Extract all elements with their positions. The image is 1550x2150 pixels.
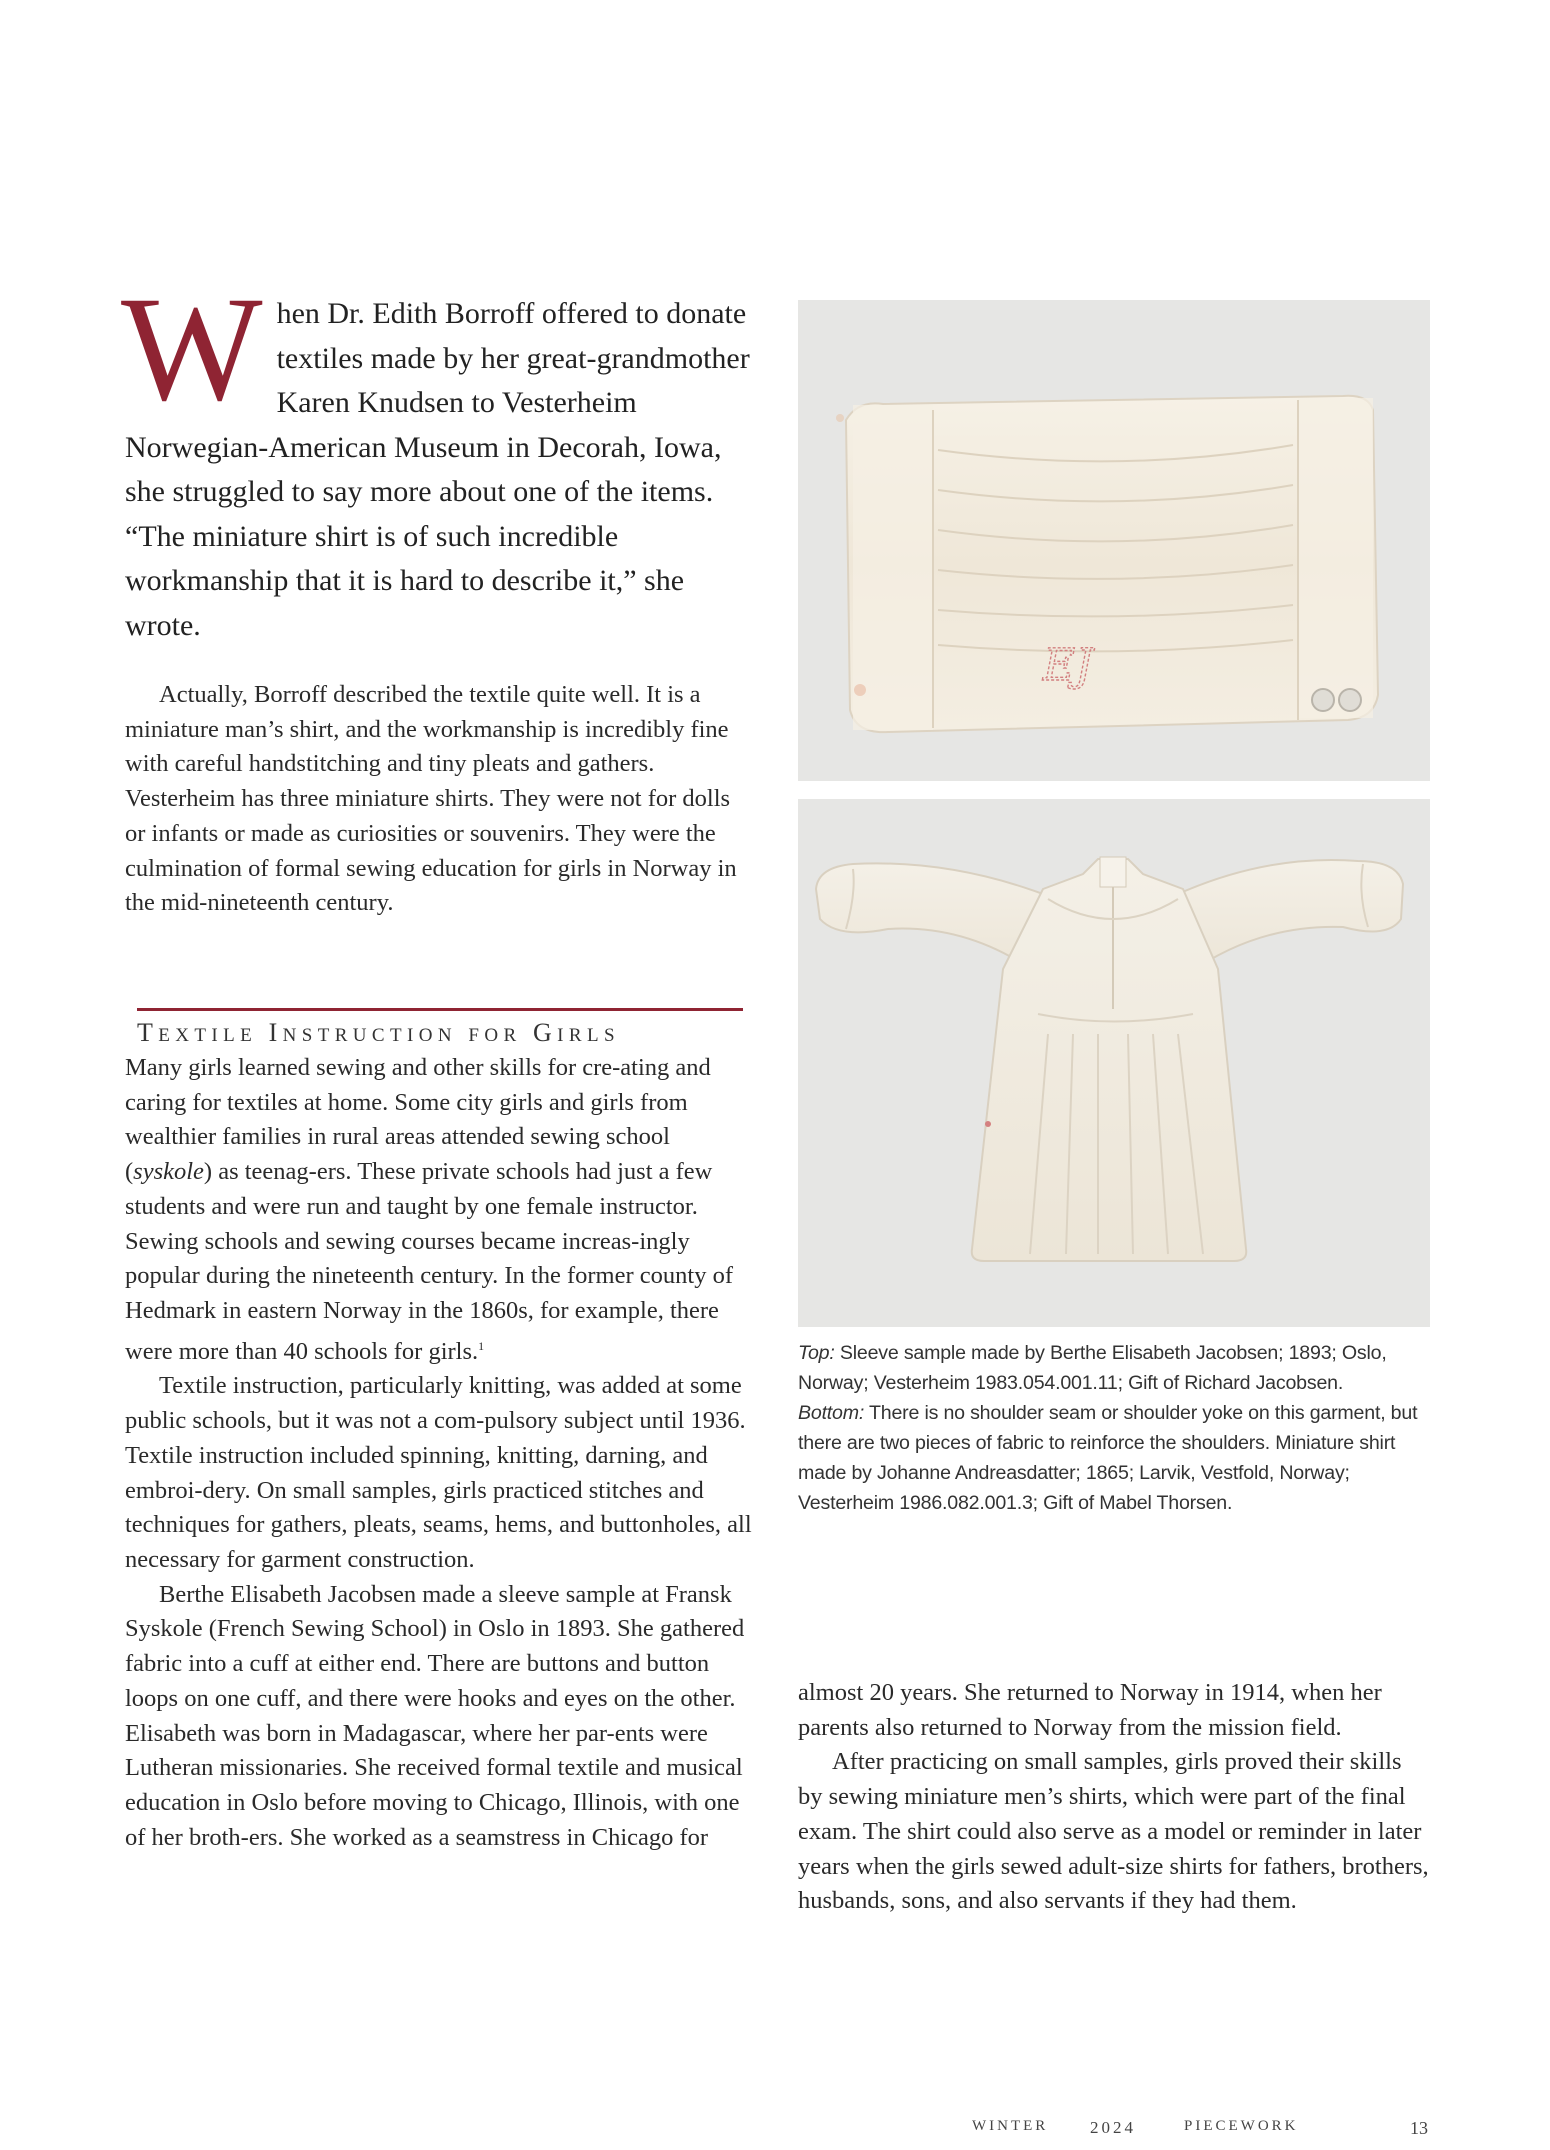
section-heading: TEXTILE INSTRUCTION FOR GIRLS xyxy=(137,1018,620,1047)
body-paragraph-4: Berthe Elisabeth Jacobsen made a sleeve sample at Fransk Syskole (French Sewing School) in Oslo in 1893. She gathered fabric into a cuff at either end. There are buttons and button loops on one cuff, and there were hooks and eyes on the other. Elisabeth was born in Madagascar, where her par-ents were Lutheran missionaries. She received formal textile and musical education in Oslo before moving to Chicago, Illinois, with one of her broth-ers. She worked as a seamstress in Chicago for xyxy=(125,1580,745,1851)
p2-italic-term: syskole xyxy=(133,1158,204,1186)
sleeve-sample-illustration xyxy=(798,300,1430,781)
miniature-shirt-illustration xyxy=(798,799,1430,1327)
miniature-shirt-photo xyxy=(798,799,1430,1327)
body-column-right xyxy=(798,1676,1430,1919)
sleeve-sample-photo xyxy=(798,300,1430,781)
body-paragraph-1: Actually, Borroff described the textile quite well. It is a miniature man’s shirt, and the workmanship is incredibly fine with careful handstitching and tiny pleats and gathers. Vesterheim has three miniature shirts. They were not for dolls or infants or made as curiosities or souvenirs. They were the culmination of formal sewing education for girls in Norway in the mid-nineteenth century. xyxy=(125,681,737,917)
photo-caption xyxy=(798,1338,1438,1518)
body-paragraph-4-continued: almost 20 years. She returned to Norway in 1914, when her parents also returned to Norway from the mission field. xyxy=(798,1679,1382,1741)
caption-top-text: Sleeve sample made by Berthe Elisabeth Jacobsen; 1893; Oslo, Norway; Vesterheim 1983.054.001.11; Gift of Richard Jacobsen. xyxy=(798,1342,1387,1394)
lead-paragraph: hen Dr. Edith Borroff offered to donate textiles made by her great-grandmother Karen Knudsen to Vesterheim Norwegian-American Museum in Decorah, Iowa, she struggled to say more about one of the items. “The miniature shirt is of such incredible workmanship that it is hard to describe it,” she wrote. xyxy=(125,297,750,642)
footer-magazine: PIECEWORK xyxy=(1184,2118,1299,2134)
footer-season: WINTER xyxy=(972,2118,1049,2134)
section-rule xyxy=(137,1008,743,1011)
page-number: 13 xyxy=(1410,2118,1428,2138)
p2-text-a: Many girls learned sewing and other skills for cre-ating and caring for textiles at home. Some city girls and girls from wealthier families in rural areas attended sewing school ( xyxy=(125,1054,711,1186)
caption-bottom-text: There is no shoulder seam or shoulder yoke on this garment, but there are two pieces of fabric to reinforce the shoulders. Miniature shirt made by Johanne Andreasdatter; 1865; Larvik, Vestfold, Norway; Vesterheim 1986.082.001.3; Gift of Mabel Thorsen. xyxy=(798,1402,1418,1514)
body-paragraph-3: Textile instruction, particularly knitting, was added at some public schools, but it was not a com-pulsory subject until 1936. Textile instruction included spinning, knitting, darning, and embroi-dery. On small samples, girls practiced stitches and techniques for gathers, pleats, seams, hems, and buttonholes, all necessary for garment construction. xyxy=(125,1372,752,1573)
body-paragraph-5: After practicing on small samples, girls proved their skills by sewing miniature men’s shirts, which were part of the final exam. The shirt could also serve as a model or reminder in later years when the girls sewed adult-size shirts for fathers, brothers, husbands, sons, and also servants if they had them. xyxy=(798,1748,1429,1915)
footnote-marker: 1 xyxy=(478,1338,485,1353)
body-paragraph-2 xyxy=(125,1051,753,1369)
drop-cap: W xyxy=(121,266,263,432)
body-column-left xyxy=(125,1051,753,1855)
intro-column xyxy=(121,266,753,921)
footer-year: 2024 xyxy=(1090,2118,1136,2137)
caption-top-label: Top: xyxy=(798,1342,835,1364)
monogram: EJ xyxy=(1043,640,1093,691)
p2-text-b: ) as teenag-ers. These private schools had just a few students and were run and taught by one female instructor. Sewing schools and sewing courses became increas-ingly popular during the nineteenth century. In the former county of Hedmark in eastern Norway in the 1860s, for example, there were more than 40 schools for girls. xyxy=(125,1158,733,1365)
caption-bottom-label: Bottom: xyxy=(798,1402,865,1424)
